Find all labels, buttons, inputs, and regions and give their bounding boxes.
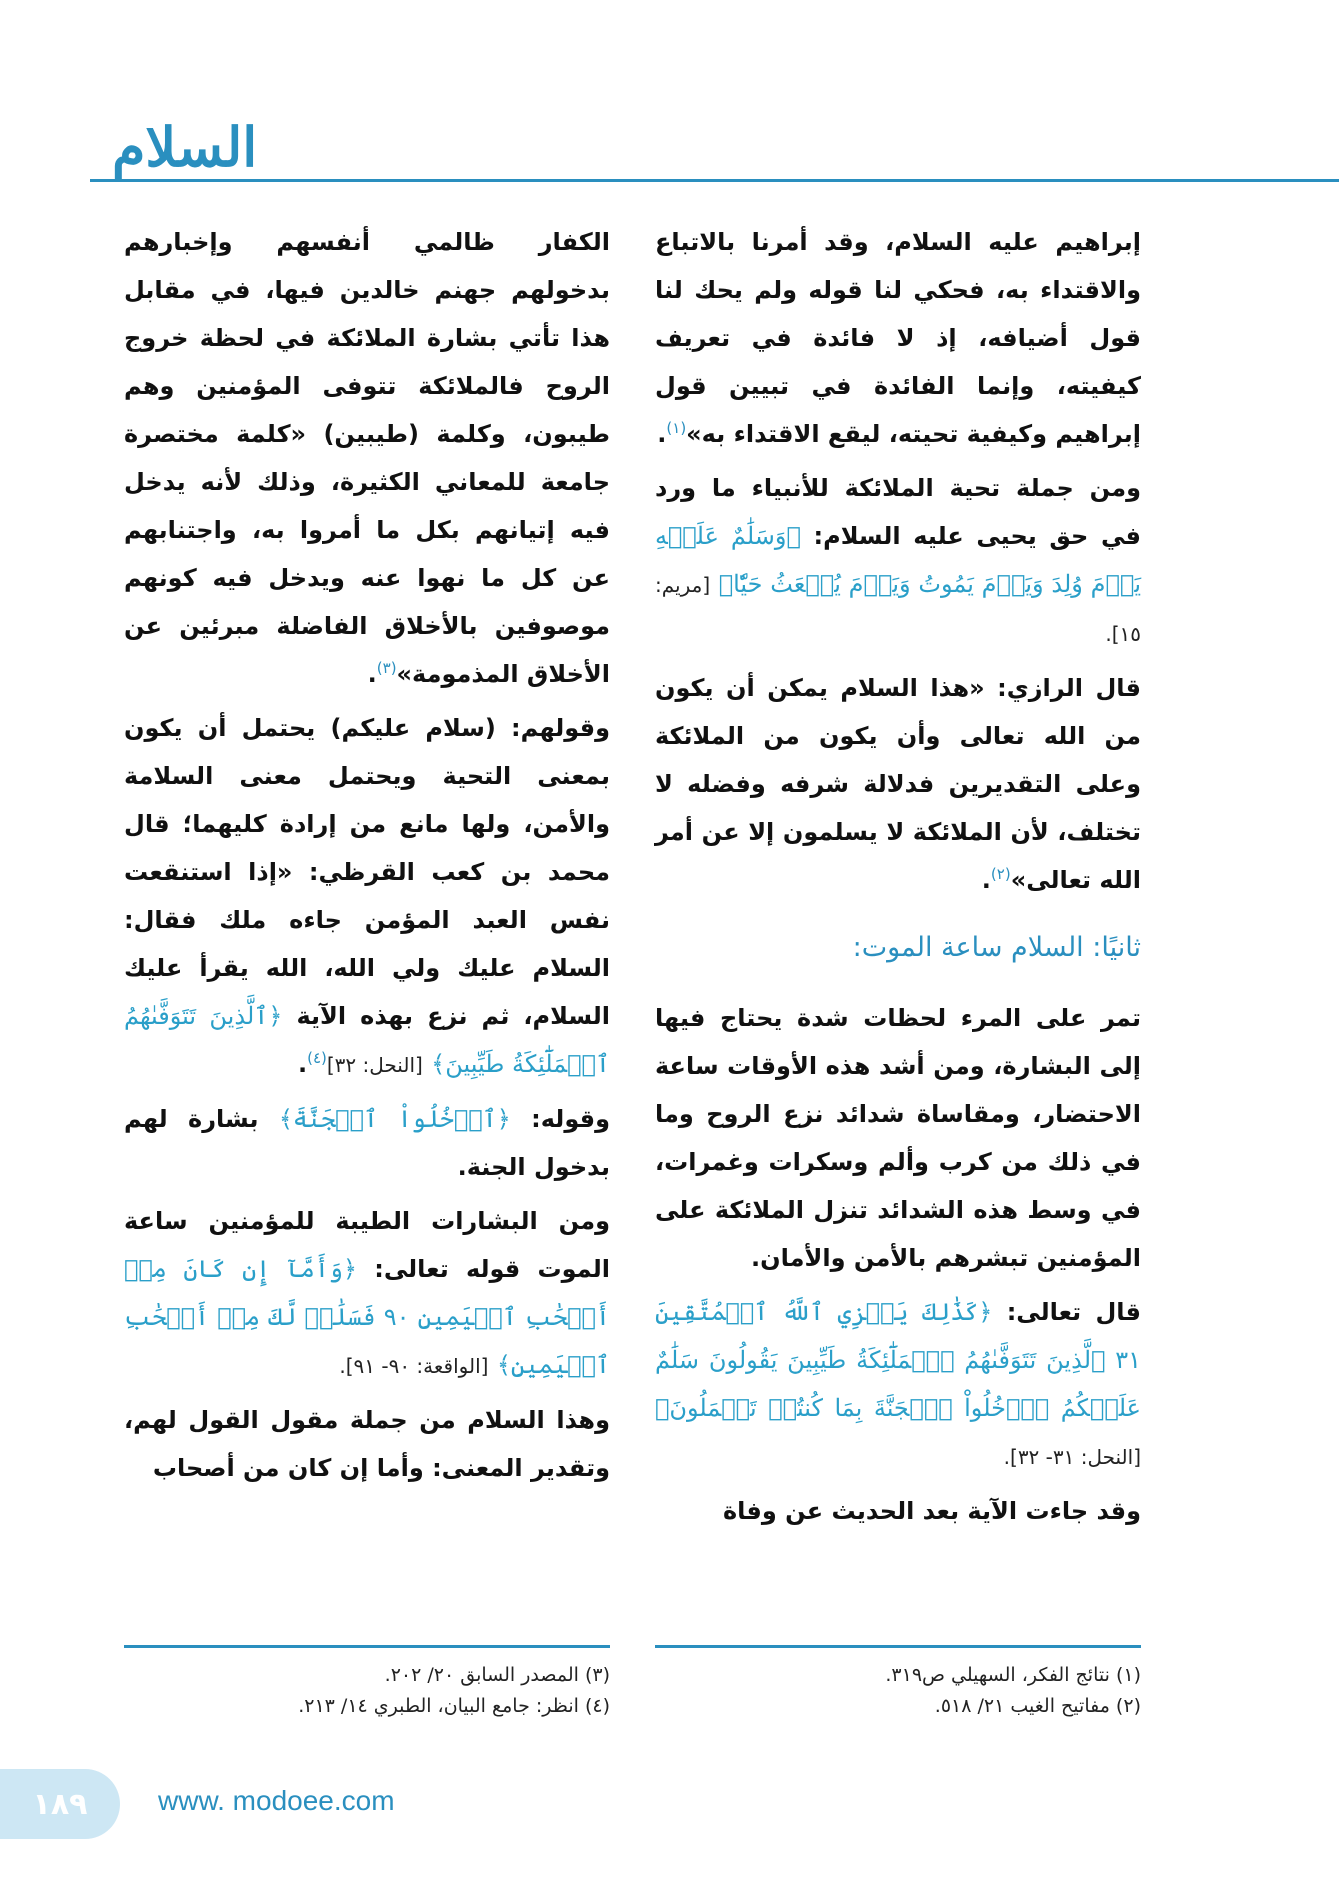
footnote: (٤) انظر: جامع البيان، الطبري ١٤/ ٢١٣. [298, 1695, 610, 1717]
paragraph [655, 1288, 1141, 1481]
paragraph-text: وقولهم: (سلام عليكم) يحتمل أن يكون بمعنى التحية ويحتمل معنى السلامة والأمن، ولها مانع من إرادة كليهما؛ قال محمد بن كعب القرظي: «إذا استنقعت نفس العبد المؤمن جاءه ملك فقال: السلام عليك ولي الله، الله يقرأ عليك السلام، ثم نزع بهذه الآية [124, 714, 610, 1030]
footnote-ref[interactable]: (٣) [376, 659, 397, 677]
paragraph-text: إبراهيم عليه السلام، وقد أمرنا بالاتباع والاقتداء به، فحكي لنا قوله ولم يحك لنا قول أضيافه، إذ لا فائدة في تعريف كيفيته، وإنما الفائدة في تبيين قول إبراهيم وكيفية تحيته، ليقع الاقتداء به» [655, 228, 1141, 448]
paragraph: إبراهيم عليه السلام، وقد أمرنا بالاتباع والاقتداء به، فحكي لنا قوله ولم يحك لنا قول أضيافه، إذ لا فائدة في تعريف كيفيته، وإنما الفائدة في تبيين قول إبراهيم وكيفية تحيته، ليقع الاقتداء به»$^{(١)}$. [655, 228, 1141, 448]
quran-verse: ﴿وَسَلَٰمٌ عَلَيۡهِ يَوۡمَ وُلِدَ وَيَوۡمَ يَمُوتُ وَيَوۡمَ يُبۡعَثُ حَيّٗا﴾ [655, 522, 1142, 598]
verse-reference: [النحل: ٣٢] [326, 1053, 423, 1077]
footnote: (١) نتائج الفكر، السهيلي ص٣١٩. [885, 1664, 1141, 1686]
footnote-ref[interactable]: (٤) [307, 1049, 327, 1067]
header-divider [90, 179, 1339, 182]
verse-reference: [الواقعة: ٩٠- ٩١]. [339, 1354, 489, 1378]
paragraph-text: بشارة لهم بدخول الجنة. [124, 1105, 610, 1181]
paragraph-text: قال الرازي: «هذا السلام يمكن أن يكون من الله تعالى وأن يكون من الملائكة وعلى التقديرين فدلالة شرفه وفضله لا تختلف، لأن الملائكة لا يسلمون إلا عن أمر الله تعالى» [655, 674, 1141, 894]
page-number: ١٨٩ [0, 1769, 120, 1839]
quran-verse: ﴿ٱلَّذِينَ تَتَوَفَّىٰهُمُ ٱلۡمَلَٰٓئِكَةُ طَيِّبِينَ﴾ [124, 1002, 610, 1078]
paragraph [124, 1197, 610, 1390]
footnotes-left [124, 1660, 610, 1722]
paragraph [655, 464, 1141, 658]
paragraph: وقولهم: (سلام عليكم) يحتمل أن يكون بمعنى التحية ويحتمل معنى السلامة والأمن، ولها مانع من إرادة كليهما؛ قال محمد بن كعب القرظي: «إذا استنقعت نفس العبد المؤمن جاءه ملك فقال: السلام عليك ولي الله، الله يقرأ عليك السلام، ثم نزع بهذه الآية ﴿ٱلَّذِينَ تَتَوَفَّىٰهُمُ ٱلۡمَلَٰٓئِكَةُ طَيِّبِينَ﴾ [النحل: ٣٢]$^{(٤)}$. [124, 714, 610, 1078]
paragraph-text: ومن جملة تحية الملائكة للأنبياء ما ورد في حق يحيى عليه السلام: [655, 474, 1141, 550]
paragraph-text: وقوله: [531, 1105, 610, 1133]
paragraph-text: قال تعالى: [1006, 1298, 1141, 1326]
paragraph: وهذا السلام من جملة مقول القول لهم، وتقدير المعنى: وأما إن كان من أصحاب [124, 1406, 610, 1482]
paragraph: قال الرازي: «هذا السلام يمكن أن يكون من الله تعالى وأن يكون من الملائكة وعلى التقديرين فدلالة شرفه وفضله لا تختلف، لأن الملائكة لا يسلمون إلا عن أمر الله تعالى»$^{(٢)}$. [655, 674, 1141, 894]
paragraph: وقد جاءت الآية بعد الحديث عن وفاة [722, 1497, 1141, 1525]
footnote-ref[interactable]: (٢) [990, 865, 1011, 883]
paragraph: الكفار ظالمي أنفسهم وإخبارهم بدخولهم جهنم خالدين فيها، في مقابل هذا تأتي بشارة الملائكة في لحظة خروج الروح فالملائكة تتوفى المؤمنين وهم طيبون، وكلمة (طيبين) «كلمة مختصرة جامعة للمعاني الكثيرة، وذلك لأنه يدخل فيه إتيانهم بكل ما أمروا به، واجتنابهم عن كل ما نهوا عنه ويدخل فيه كونهم موصوفين بالأخلاق الفاضلة مبرئين عن الأخلاق المذمومة»$^{(٣)}$. [124, 228, 610, 688]
paragraph [124, 1095, 610, 1191]
quran-verse: ﴿وَأَمَّآ إِن كَانَ مِنۡ أَصۡحَٰبِ ٱلۡيَمِينِ ٩٠ فَسَلَٰمٞ لَّكَ مِنۡ أَصۡحَٰبِ ٱلۡيَمِينِ﴾ [124, 1255, 610, 1379]
paragraph: تمر على المرء لحظات شدة يحتاج فيها إلى البشارة، ومن أشد هذه الأوقات ساعة الاحتضار، ومقاساة شدائد نزع الروح وما في ذلك من كرب وألم وسكرات وغمرات، في وسط هذه الشدائد تنزل الملائكة على المؤمنين تبشرهم بالأمن والأمان. [655, 1004, 1141, 1272]
footnote: (٢) مفاتيح الغيب ٢١/ ٥١٨. [934, 1695, 1141, 1717]
verse-reference: [مريم: ١٥]. [655, 573, 1141, 646]
website-link[interactable]: www. modoee.com [158, 1785, 395, 1816]
quran-verse: ﴿ٱدۡخُلُواْ ٱلۡجَنَّةَ﴾ [278, 1105, 511, 1133]
section-heading: ثانيًا: السلام ساعة الموت: [852, 932, 1141, 963]
footnote-divider [655, 1645, 1141, 1648]
left-column [124, 218, 610, 1498]
page-title: السلام [112, 115, 258, 179]
footnote-ref[interactable]: (١) [666, 419, 687, 437]
right-column [655, 218, 1141, 1541]
footnote-divider [124, 1645, 610, 1648]
paragraph-text: ومن البشارات الطيبة للمؤمنين ساعة الموت قوله تعالى: [124, 1207, 610, 1283]
footnotes-right [655, 1660, 1141, 1722]
quran-verse: ﴿كَذَٰلِكَ يَجۡزِي ٱللَّهُ ٱلۡمُتَّقِينَ ٣١ ٱلَّذِينَ تَتَوَفَّىٰهُمُ ٱلۡمَلَٰٓئِكَةُ طَيِّبِينَ يَقُولُونَ سَلَٰمٌ عَلَيۡكُمُ ٱدۡخُلُواْ ٱلۡجَنَّةَ بِمَا كُنتُمۡ تَعۡمَلُونَ﴾ [655, 1298, 1141, 1422]
paragraph-text: الكفار ظالمي أنفسهم وإخبارهم بدخولهم جهنم خالدين فيها، في مقابل هذا تأتي بشارة الملائكة في لحظة خروج الروح فالملائكة تتوفى المؤمنين وهم طيبون، وكلمة (طيبين) «كلمة مختصرة جامعة للمعاني الكثيرة، وذلك لأنه يدخل فيه إتيانهم بكل ما أمروا به، واجتنابهم عن كل ما نهوا عنه ويدخل فيه كونهم موصوفين بالأخلاق الفاضلة مبرئين عن الأخلاق المذمومة» [124, 228, 610, 688]
footnote: (٣) المصدر السابق ٢٠/ ٢٠٢. [384, 1664, 610, 1686]
verse-reference: [النحل: ٣١- ٣٢]. [1003, 1445, 1141, 1469]
